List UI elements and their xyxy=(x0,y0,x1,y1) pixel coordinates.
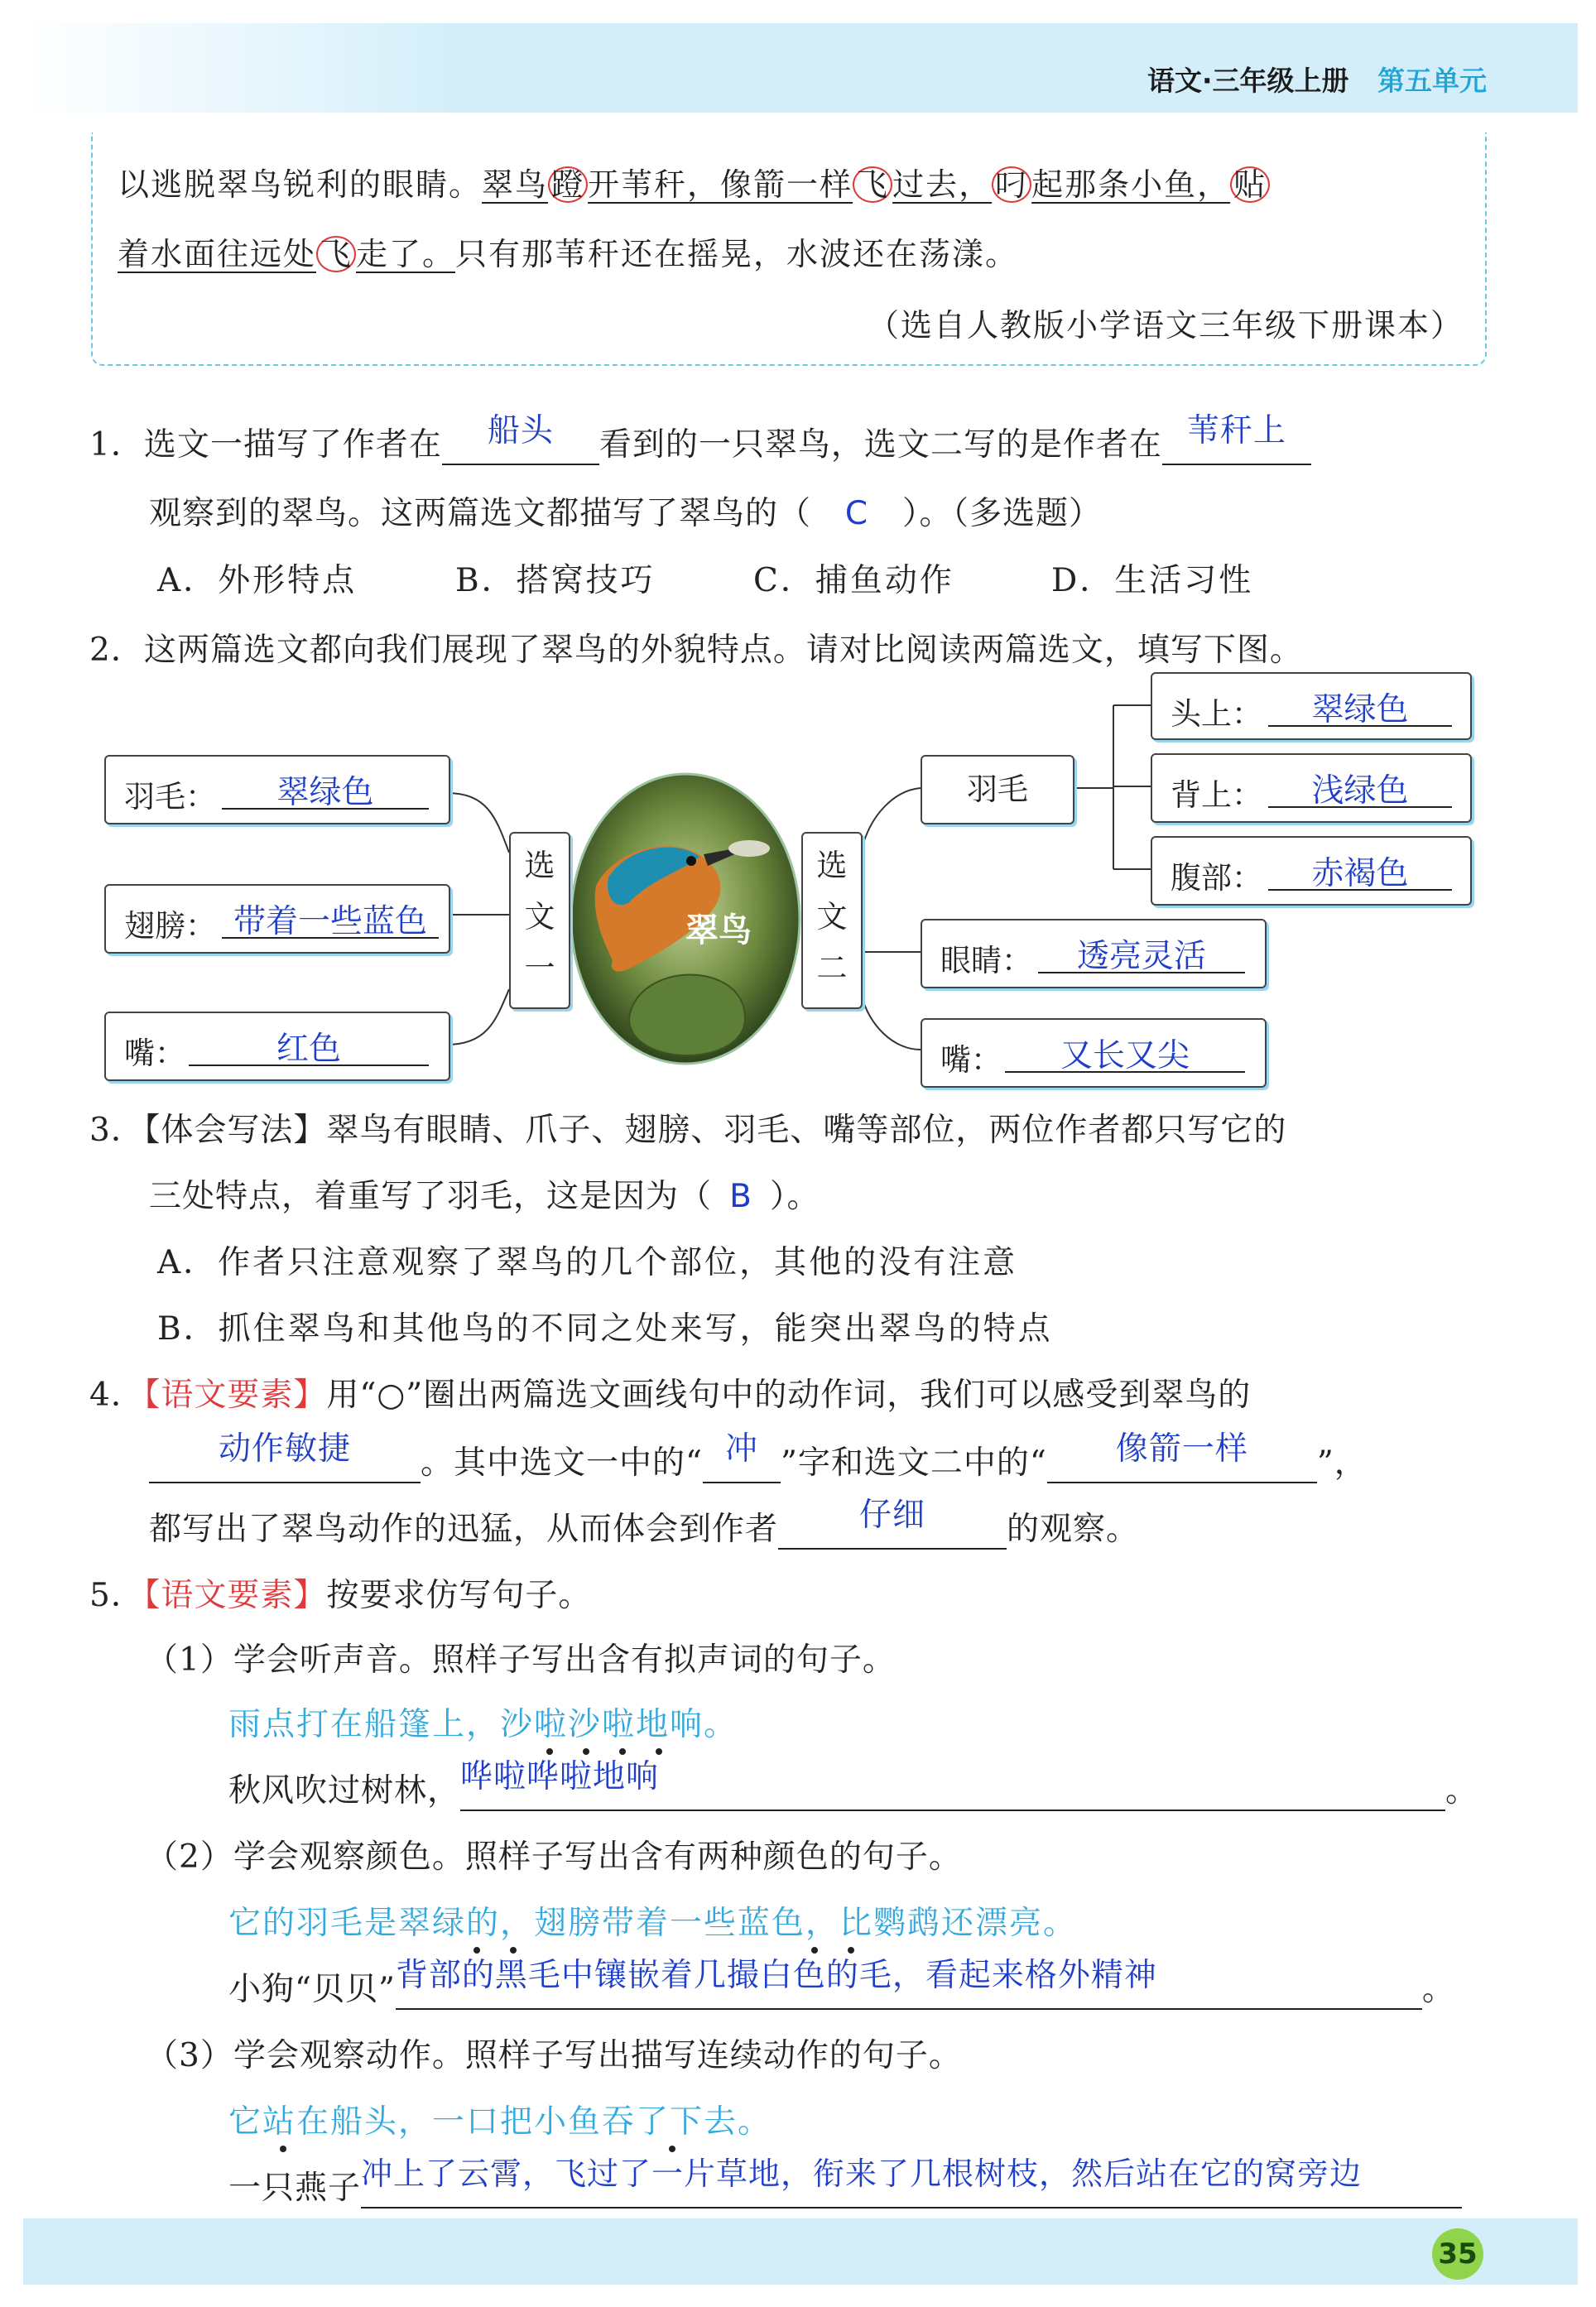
question-text: 观察到的翠鸟。这两篇选文都描写了翠鸟的（ xyxy=(149,495,812,532)
title-char: 选 xyxy=(816,848,848,883)
underlined-text: 过去， xyxy=(892,166,993,203)
q5-sub2-title: （2）学会观察颜色。照样子写出含有两种颜色的句子。 xyxy=(146,1838,962,1876)
question-3-line-2 xyxy=(149,1170,820,1217)
right-sub-box-back xyxy=(1151,753,1472,823)
question-3-option-a[interactable]: A．作者只注意观察了翠鸟的几个部位，其他的没有注意 xyxy=(157,1244,1018,1281)
circled-word: 蹬 xyxy=(548,166,588,203)
q5-sub3-sample: 它站在船头，一口把小鱼吞了下去。 xyxy=(228,2103,772,2141)
question-text: ）。 xyxy=(770,1178,820,1215)
book-title: 语文·三年级上册 xyxy=(1147,65,1349,97)
underlined-text: 翠鸟 xyxy=(482,166,549,203)
question-text: 1．选文一描写了作者在 xyxy=(89,426,442,464)
question-text: ”， xyxy=(1316,1444,1368,1482)
circled-word: 飞 xyxy=(853,166,892,203)
question-4-line-2 xyxy=(149,1430,1368,1483)
question-tag: 【语文要素】 xyxy=(143,1377,327,1414)
box-label: 眼睛： xyxy=(940,943,1032,978)
answer-text: 冲上了云霄，飞过了一片草地，衔来了几根树枝，然后站在它的窝旁边 xyxy=(361,2156,1363,2192)
question-text: 三处特点，着重写了羽毛，这是因为（ xyxy=(149,1178,713,1215)
circled-word: 叼 xyxy=(992,166,1031,203)
prompt-text: 小狗“贝贝” xyxy=(228,1971,396,2008)
q5-sub1-answer-line xyxy=(228,1758,1479,1811)
question-text: 按要求仿写句子。 xyxy=(326,1577,592,1614)
underlined-text: 走了。 xyxy=(356,236,456,272)
answer-text: 又长又尖 xyxy=(1060,1037,1190,1074)
box-label: 腹部： xyxy=(1171,860,1262,896)
answer-text: 翠绿色 xyxy=(276,774,374,811)
box-label: 羽毛 xyxy=(967,771,1028,807)
answer-text: 像箭一样 xyxy=(1115,1430,1248,1468)
answer-blank[interactable] xyxy=(1268,767,1452,808)
left-box-beak xyxy=(104,1012,450,1081)
right-box-beak xyxy=(921,1018,1267,1088)
title-char: 文 xyxy=(524,899,555,935)
answer-text: B xyxy=(729,1178,752,1215)
answer-blank[interactable] xyxy=(778,1497,1007,1550)
answer-text: 船头 xyxy=(487,412,554,449)
left-box-wings xyxy=(104,884,450,954)
answer-blank[interactable] xyxy=(189,1025,429,1066)
question-text: 都写出了翠鸟动作的迅猛，从而体会到作者 xyxy=(149,1511,779,1548)
passage-source: （选自人教版小学语文三年级下册课本） xyxy=(867,307,1464,344)
answer-text: 赤褐色 xyxy=(1311,855,1409,892)
question-number: 4． xyxy=(89,1377,144,1414)
period: 。 xyxy=(1421,1971,1455,2008)
underlined-text: 起那条小鱼， xyxy=(1031,166,1231,203)
answer-blank[interactable] xyxy=(222,897,439,939)
question-5-heading xyxy=(89,1569,591,1616)
left-title-box xyxy=(509,832,570,1009)
question-3-option-b[interactable]: B．抓住翠鸟和其他鸟的不同之处来写，能突出翠鸟的特点 xyxy=(157,1310,1053,1348)
box-label: 背上： xyxy=(1171,777,1262,813)
answer-text: 翠绿色 xyxy=(1311,691,1409,728)
underlined-text: 着水面往远处 xyxy=(118,236,317,272)
title-char: 一 xyxy=(524,950,555,986)
prompt-text: 秋风吹过树林， xyxy=(228,1772,461,1810)
answer-text: 背部的黑毛中镶嵌着几撮白色的毛，看起来格外精神 xyxy=(395,1957,1157,1994)
question-text: 。其中选文一中的“ xyxy=(421,1444,703,1482)
answer-text: 动作敏捷 xyxy=(218,1430,351,1468)
question-4-line-1 xyxy=(89,1369,1251,1415)
answer-blank[interactable] xyxy=(361,2156,1462,2208)
question-text: ”字和选文二中的“ xyxy=(780,1444,1047,1482)
box-label: 羽毛： xyxy=(124,779,216,815)
answer-text: 红色 xyxy=(276,1031,341,1068)
answer-blank[interactable] xyxy=(1268,685,1452,727)
passage-text: 只有那苇秆还在摇晃，水波还在荡漾。 xyxy=(455,236,1019,272)
answer-blank[interactable] xyxy=(460,1758,1445,1811)
answer-text: 冲 xyxy=(724,1430,758,1468)
unit-title: 第五单元 xyxy=(1377,65,1487,97)
question-tag: 【语文要素】 xyxy=(143,1577,327,1614)
underlined-text: 开苇秆，像箭一样 xyxy=(588,166,853,203)
answer-text: 仔细 xyxy=(859,1497,926,1534)
right-sub-box-head xyxy=(1151,672,1472,740)
question-2-text: 2．这两篇选文都向我们展现了翠鸟的外貌特点。请对比阅读两篇选文，填写下图。 xyxy=(89,632,1303,669)
right-sub-box-belly xyxy=(1151,836,1472,906)
page-number: 35 xyxy=(1432,2228,1483,2280)
question-text: ）。（多选题） xyxy=(902,495,1103,532)
q5-sub1-sample: 雨点打在船篷上，沙啦沙啦地响。 xyxy=(228,1706,738,1743)
question-number: 5． xyxy=(89,1577,144,1614)
answer-blank[interactable] xyxy=(149,1430,421,1483)
answer-blank[interactable] xyxy=(222,768,429,810)
q5-sub2-answer-line xyxy=(228,1957,1455,2010)
title-char: 文 xyxy=(816,899,848,935)
answer-text: 哗啦哗啦地响 xyxy=(460,1758,660,1795)
period: 。 xyxy=(1445,1772,1479,1810)
right-box-eyes xyxy=(921,919,1267,988)
circled-word: 飞 xyxy=(316,236,356,272)
right-title-box xyxy=(801,832,863,1009)
answer-blank[interactable] xyxy=(395,1957,1422,2010)
answer-blank[interactable] xyxy=(1038,932,1245,973)
answer-text: 浅绿色 xyxy=(1311,772,1409,810)
question-text: 用“○”圈出两篇选文画线句中的动作词，我们可以感受到翠鸟的 xyxy=(326,1377,1252,1414)
passage-text: 以逃脱翠鸟锐利的眼睛。 xyxy=(118,166,483,203)
answer-blank[interactable] xyxy=(1005,1031,1245,1073)
option-a[interactable]: A．外形特点 xyxy=(157,562,358,599)
answer-blank[interactable] xyxy=(1268,849,1452,891)
question-4-line-3 xyxy=(149,1497,1140,1550)
box-label: 嘴： xyxy=(940,1042,1002,1078)
box-label: 嘴： xyxy=(124,1036,185,1071)
question-text: 看到的一只翠鸟，选文二写的是作者在 xyxy=(598,426,1162,464)
circled-word: 贴 xyxy=(1230,166,1270,203)
option-c[interactable]: C．捕鱼动作 xyxy=(753,562,954,599)
answer-text: C xyxy=(844,495,869,532)
title-char: 二 xyxy=(816,950,848,986)
option-d[interactable]: D．生活习性 xyxy=(1051,562,1254,599)
left-box-feathers xyxy=(104,755,450,824)
question-3-line-1: 3．【体会写法】翠鸟有眼睛、爪子、翅膀、羽毛、嘴等部位，两位作者都只写它的 xyxy=(89,1112,1287,1149)
center-label: 翠鸟 xyxy=(685,911,752,949)
answer-text: 苇秆上 xyxy=(1186,412,1286,449)
box-label: 翅膀： xyxy=(124,908,216,944)
answer-text: 透亮灵活 xyxy=(1076,938,1206,975)
q5-sub3-title: （3）学会观察动作。照样子写出描写连续动作的句子。 xyxy=(146,2037,962,2074)
question-text: 的观察。 xyxy=(1007,1511,1140,1548)
q5-sub3-answer-line xyxy=(228,2156,1462,2208)
prompt-text: 一只燕子 xyxy=(228,2170,362,2207)
option-b[interactable]: B．搭窝技巧 xyxy=(455,562,656,599)
answer-blank[interactable] xyxy=(703,1430,781,1483)
title-char: 选 xyxy=(524,848,555,883)
right-box-feathers xyxy=(921,755,1074,824)
footer-band xyxy=(23,2218,1578,2285)
answer-blank[interactable] xyxy=(1047,1430,1317,1483)
answer-text: 带着一些蓝色 xyxy=(233,903,427,940)
q5-sub2-sample: 它的羽毛是翠绿的，翅膀带着一些蓝色，比鹦鹉还漂亮。 xyxy=(228,1905,1078,1942)
box-label: 头上： xyxy=(1171,696,1262,732)
q5-sub1-title: （1）学会听声音。照样子写出含有拟声词的句子。 xyxy=(146,1641,896,1679)
